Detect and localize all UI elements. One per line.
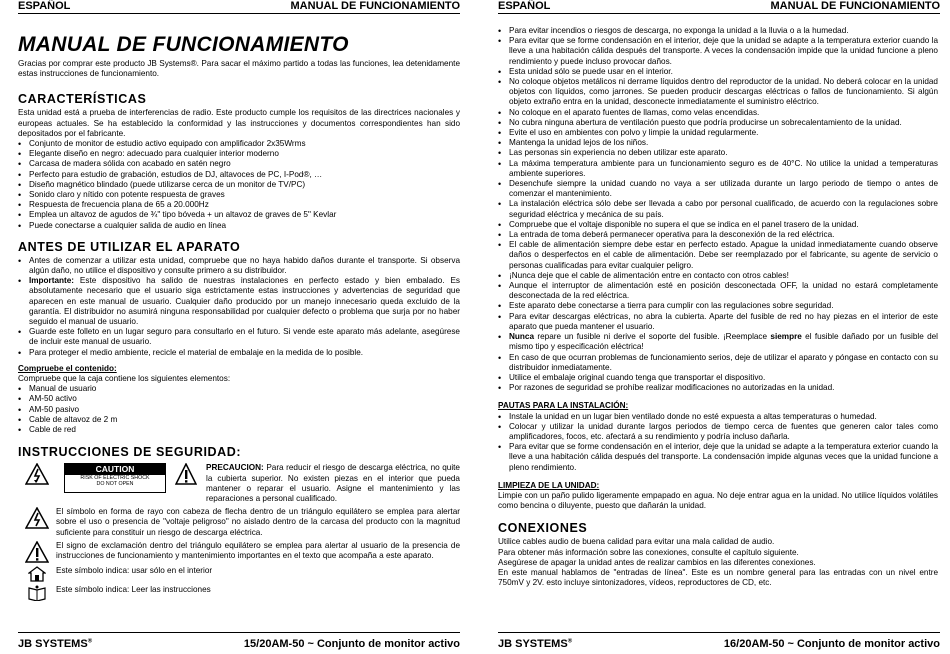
- lightning-row: [18, 507, 460, 538]
- safety-list: [498, 26, 938, 393]
- list-item: • Sonido claro y nítido con potente respuesta de graves: [18, 190, 460, 200]
- exclamation-triangle-icon: [18, 541, 56, 563]
- list-item: • Cable de red: [18, 425, 460, 435]
- manual-title: MANUAL DE FUNCIONAMIENTO: [18, 33, 349, 56]
- list-item: • Guarde este folleto en un lugar seguro para consultarlo en el futuro. Si vende este aparato más adelante, asegúrese de incluir este manual de usuario.: [18, 327, 460, 347]
- list-item: • Conjunto de monitor de estudio activo equipado con amplificador 2x35Wrms: [18, 139, 460, 149]
- contents-text: Compruebe que la caja contiene los siguientes elementos:: [18, 374, 231, 384]
- install-heading: PAUTAS PARA LA INSTALACIÓN:: [498, 401, 629, 411]
- list-item: • La máxima temperatura ambiente para un funcionamiento seguro es de 40°C. No utilice la unidad a temperaturas ambiente superiores.: [498, 159, 938, 179]
- list-item: • Instale la unidad en un lugar bien ventilado donde no esté expuesta a altas temperaturas o humedad.: [498, 412, 938, 422]
- read-row: [18, 585, 460, 601]
- footer-brand: JB SYSTEMS®: [18, 638, 93, 650]
- install-list: [498, 412, 938, 473]
- header-title: MANUAL DE FUNCIONAMIENTO: [290, 0, 460, 12]
- list-item: • ¡Nunca deje que el cable de alimentación entre en contacto con otros cables!: [498, 271, 938, 281]
- footer-page: 16/20AM-50 ~ Conjunto de monitor activo: [723, 638, 940, 650]
- cleaning-heading: LIMPIEZA DE LA UNIDAD:: [498, 480, 600, 490]
- page-footer: [498, 632, 940, 652]
- footer-brand: JB SYSTEMS®: [498, 638, 573, 650]
- list-item: • Evite el uso en ambientes con polvo y limpie la unidad regularmente.: [498, 128, 938, 138]
- list-item: • Aunque el interruptor de alimentación esté en posición desconectada OFF, la unidad no estará completamente desconectada de la red eléctrica.: [498, 281, 938, 301]
- page-footer: [18, 632, 460, 652]
- before-use-list: [18, 256, 460, 358]
- exclamation-warning-icon: [174, 463, 198, 485]
- caution-row: [18, 463, 460, 504]
- list-item: • En caso de que ocurran problemas de funcionamiento serios, deje de utilizar el aparato y póngase en contacto con su distribuidor inmediatamente.: [498, 353, 938, 373]
- footer-page: 15/20AM-50 ~ Conjunto de monitor activo: [243, 638, 460, 650]
- features-list: [18, 139, 460, 231]
- list-item: • Manual de usuario: [18, 384, 460, 394]
- intro-text: Gracias por comprar este producto JB Systems®. Para sacar el máximo partido a todas las funciones, lea detenidamente estas instrucciones de funcionamiento.: [18, 59, 460, 79]
- indoor-house-icon: [18, 566, 56, 582]
- indoor-row: [18, 566, 460, 582]
- contents-list: [18, 384, 460, 435]
- list-item: • Mantenga la unidad lejos de los niños.: [498, 138, 938, 148]
- list-item: • Las personas sin experiencia no deben utilizar este aparato.: [498, 148, 938, 158]
- list-item: • La instalación eléctrica sólo debe ser llevada a cabo por personal cualificado, de acuerdo con la regulaciones sobre seguridad eléctrica y mecánica de su país.: [498, 199, 938, 219]
- list-item: • Este aparato debe conectarse a tierra para cumplir con las regulaciones sobre seguridad.: [498, 301, 938, 311]
- list-item: • No coloque en el aparato fuentes de llamas, como velas encendidas.: [498, 108, 938, 118]
- header-title: MANUAL DE FUNCIONAMIENTO: [770, 0, 940, 12]
- connections-line: Para obtener más información sobre las conexiones, consulte el capítulo siguiente.: [498, 547, 799, 557]
- exclamation-row: [18, 541, 460, 563]
- list-item: • Respuesta de frecuencia plana de 65 a 20.000Hz: [18, 200, 460, 210]
- header-language: ESPAÑOL: [498, 0, 551, 12]
- connections-line: En este manual hablamos de "entradas de línea". Este es un nombre general para las entradas con un nivel entre 750mV y 2V. esto incluye sintonizadores, vídeos, reproductores de CD, etc.: [498, 567, 938, 588]
- list-item: • Antes de comenzar a utilizar esta unidad, compruebe que no haya habido daños durante el transporte. Si observa algún daño, no utilice el dispositivo y consulte primero a su distribuidor.: [18, 256, 460, 276]
- list-item: • Colocar y utilizar la unidad durante largos periodos de tiempo cerca de fuentes que generen calor tales como amplificadores, focos, etc. afectará a su rendimiento y podría incluso dañarla.: [498, 422, 938, 442]
- list-item: • AM-50 pasivo: [18, 405, 460, 415]
- list-item: • Puede conectarse a cualquier salida de audio en línea: [18, 221, 460, 231]
- list-item: • Carcasa de madera sólida con acabado en satén negro: [18, 159, 460, 169]
- list-item: • No coloque objetos metálicos ni derrame líquidos dentro del reproductor de la unidad. No deberá colocar en la unidad objetos con líquidos, como jarrones. Se pueden producir descargas eléctricas o fallos de funcionamiento. Si algún objeto extraño entra en la unidad, desconecte inmediatamente el suministro eléctrico.: [498, 77, 938, 108]
- lightning-warning-icon: [18, 463, 56, 485]
- list-item: • Compruebe que el voltaje disponible no supera el que se indica en el panel trasero de la unidad.: [498, 220, 938, 230]
- right-page: [480, 0, 950, 654]
- right-content: [498, 26, 938, 588]
- exclamation-text: El signo de exclamación dentro del triángulo equilátero se emplea para alertar al usuario de la presencia de instrucciones de funcionamiento y mantenimiento importantes en el texto que acompaña a este aparato.: [56, 540, 460, 560]
- list-item: • Utilice el embalaje original cuando tenga que transportar el dispositivo.: [498, 373, 938, 383]
- read-text: Este símbolo indica: Leer las instrucciones: [56, 584, 211, 594]
- list-item: • Perfecto para estudio de grabación, estudios de DJ, altavoces de PC, I-Pod®, …: [18, 170, 460, 180]
- list-item: • Importante: Este dispositivo ha salido de nuestras instalaciones en perfecto estado y bien embalado. Es absolutamente necesario que el usuario siga estrictamente estas instrucciones y advertencias de seguridad que aparecen en este manual de usuario. Cualquier daño producido por un manejo innecesario queda excluido de la garantía. El distribuidor no asumirá ninguna responsabilidad por cualquier defecto o problema que surja por no haber seguido el manual de usuario.: [18, 276, 460, 327]
- list-item: • Elegante diseño en negro: adecuado para cualquier interior moderno: [18, 149, 460, 159]
- safety-heading: INSTRUCCIONES DE SEGURIDAD:: [18, 445, 242, 460]
- connections-line: Utilice cables audio de buena calidad para evitar una mala calidad de audio.: [498, 537, 775, 547]
- precaution-text: PRECAUCION: Para reducir el riesgo de descarga eléctrica, no quite la cubierta superior. No existen piezas en el interior que pueda mantener o reparar el usuario. Asigne el mantenimiento y las reparaciones a personal cualificado.: [206, 463, 460, 503]
- connections-line: Asegúrese de apagar la unidad antes de realizar cambios en las diferentes conexiones.: [498, 557, 816, 567]
- list-item: • Desenchufe siempre la unidad cuando no vaya a ser utilizada durante un largo periodo de tiempo o antes de comenzar el mantenimiento.: [498, 179, 938, 199]
- list-item: • Cable de altavoz de 2 m: [18, 415, 460, 425]
- page-header: [498, 0, 940, 14]
- list-item: • El cable de alimentación siempre debe estar en perfecto estado. Apague la unidad inmediatamente cuando observe daños o desperfectos en el cable de alimentación. Debe ser reemplazado por el fabricante, su agente de servicio o personas cualificadas para evitar cualquier peligro.: [498, 240, 938, 271]
- features-heading: CARACTERÍSTICAS: [18, 92, 147, 107]
- before-use-heading: ANTES DE UTILIZAR EL APARATO: [18, 239, 241, 254]
- left-content: [18, 18, 460, 601]
- list-item: • Esta unidad sólo se puede usar en el interior.: [498, 67, 938, 77]
- lightning-triangle-icon: [18, 507, 56, 529]
- list-item: • La entrada de toma deberá permanecer operativa para la desconexión de la red eléctrica.: [498, 230, 938, 240]
- list-item: • Para evitar incendios o riesgos de descarga, no exponga la unidad a la lluvia o a la humedad.: [498, 26, 938, 36]
- lightning-text: El símbolo en forma de rayo con cabeza de flecha dentro de un triángulo equilátero se emplea para alertar sobre el uso o presencia de "voltaje peligroso" no aislado dentro de la carcasa del producto con la magnitud suficiente para constituir un riesgo de descarga eléctrica.: [56, 507, 460, 537]
- header-language: ESPAÑOL: [18, 0, 71, 12]
- read-book-icon: [18, 585, 56, 601]
- list-item: • Para evitar descargas eléctricas, no abra la cubierta. Aparte del fusible de red no hay piezas en el interior de este aparato que pueda mantener el usuario.: [498, 312, 938, 332]
- left-page: [0, 0, 470, 654]
- page-header: [18, 0, 460, 14]
- list-item: • Para proteger el medio ambiente, recicle el material de embalaje en la medida de lo posible.: [18, 348, 460, 358]
- features-text: Esta unidad está a prueba de interferencias de radio. Este producto cumple los requisitos de las directrices nacionales y europeas actuales. Se ha establecido la conformidad y las instrucciones y documentos correspondientes han sido depositados por el fabricante.: [18, 108, 460, 138]
- list-item: • AM-50 activo: [18, 394, 460, 404]
- list-item: • Nunca repare un fusible ni derive el soporte del fusible. ¡Reemplace siempre el fusible dañado por un fusible del mismo tipo y especificación eléctrica!: [498, 332, 938, 352]
- indoor-text: Este símbolo indica: usar sólo en el interior: [56, 565, 213, 575]
- list-item: • Emplea un altavoz de agudos de ¾" tipo bóveda + un altavoz de graves de 5" Kevlar: [18, 210, 460, 220]
- list-item: • Para evitar que se forme condensación en el interior, deje que la unidad se adapte a la temperatura exterior cuando la lleve a una habitación cálida después del transporte. A veces la condensación impide que la unidad funcione a pleno rendimiento y puede incluso provocar daños.: [498, 36, 938, 67]
- cleaning-text: Limpie con un paño pulido ligeramente empapado en agua. No deje entrar agua en la unidad. No utilice líquidos volátiles como bencina o diluyente, puesto que dañarán la unidad.: [498, 490, 938, 511]
- connections-heading: CONEXIONES: [498, 521, 588, 536]
- list-item: • No cubra ninguna abertura de ventilación puesto que podría producirse un sobrecalentamiento de la unidad.: [498, 118, 938, 128]
- list-item: • Para evitar que se forme condensación en el interior, deje que la unidad se adapte a la temperatura exterior cuando la lleve a una habitación cálida después del transporte. La condensación impide algunas veces que la unidad funcione a pleno rendimiento.: [498, 442, 938, 473]
- list-item: • Diseño magnético blindado (puede utilizarse cerca de un monitor de TV/PC): [18, 180, 460, 190]
- caution-label: CAUTION RISK OF ELECTRIC SHOCK DO NOT OPEN: [64, 463, 166, 493]
- list-item: • Por razones de seguridad se prohíbe realizar modificaciones no autorizadas en la unidad.: [498, 383, 938, 393]
- contents-heading: Compruebe el contenido:: [18, 363, 117, 373]
